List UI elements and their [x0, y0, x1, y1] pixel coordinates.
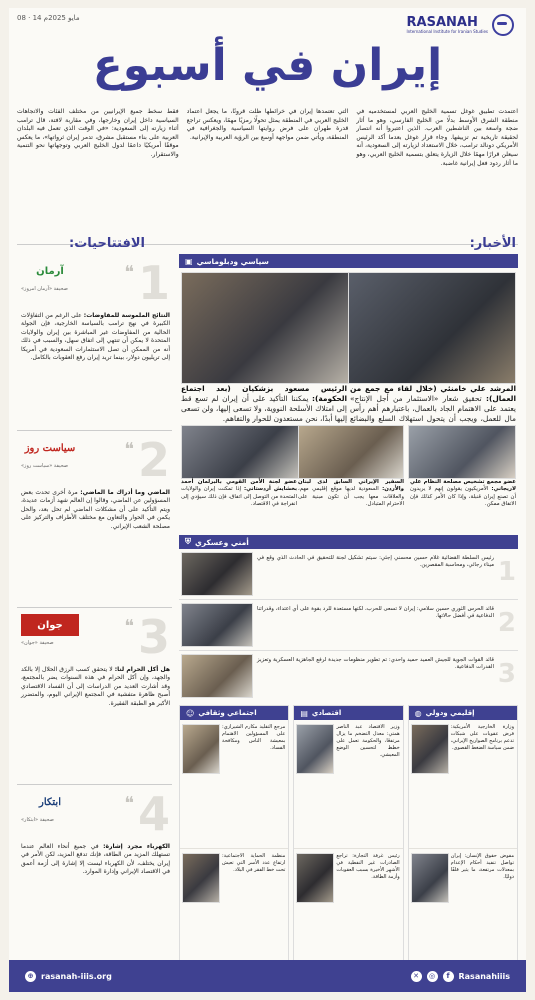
political-item: [410, 479, 516, 509]
newsletter-page: [9, 8, 526, 992]
opening-item: [17, 608, 172, 785]
political-headline: الرئيس مسعود بزشكيان (بعد اجتماع الحكومة):: [181, 384, 348, 403]
instagram-icon: ◎: [427, 971, 438, 982]
political-body: إذا تمكنت إيران والولايات المتحدة من التوصل إلى اتفاق، فإن ذلك سيؤدي إلى انفراجة في الاقتصاد.: [181, 486, 297, 508]
political-headline: السفير الإيراني السابق لدى لبنان والأردن:: [298, 479, 404, 493]
political-headline: عضو مجمع تشخيص مصلحة النظام علي لاريجاني:: [410, 479, 517, 493]
political-item: [181, 479, 297, 509]
political-item: [298, 479, 404, 509]
globe-icon: ⊕: [25, 971, 36, 982]
intro-paragraph: فقط سخط جميع الإيرانيين من مختلف الفئات والاتجاهات السياسية داخل إيران وخارجها، وفي مقاربة لافتة، قال ترامب أثناء زيارته إلى السعودية: «في الوقت الذي تعمل فيه البلدان العربية على بناء مستقبل مشرق، تدمر إيران ثرواتها»، ما يعكس موقفًا أمريكيًا داعمًا لدول الخليج العربي وتوجهاتها نحو التنمية والاستقرار.: [16, 108, 179, 158]
logo-mark-icon: [492, 14, 514, 36]
regional-section-title: إقليمي ودولي: [425, 709, 475, 717]
political-section-header: [179, 254, 518, 268]
opening-number: 2: [137, 433, 170, 487]
political-item: [181, 384, 347, 424]
opening-item: [17, 254, 172, 431]
quote-icon: ❝: [124, 793, 134, 814]
social-item: [180, 849, 288, 977]
issue-date: 08 · 14 مايو 2025م: [17, 14, 80, 22]
economic-section: [293, 705, 403, 975]
newsletter-title: إيران في أسبوع: [92, 40, 443, 91]
opening-body: لا يتحقق كسب الرزق الحلال إلا بالكد والجهد، وإن أكل الحرام في هذه السنوات يضر بالمجتمع، وقد أشارت العديد من الدراسات إلى أن الفساد الاقتصادي أصبح ظاهرة متفشية في المجتمع الإيراني اليوم، والمتضرر الأكبر هو الطبقة الفقيرة.: [21, 666, 170, 707]
newspaper-label: صحيفة «آرمان امروز»: [21, 286, 68, 292]
social-item: [180, 720, 288, 849]
security-section-header: [179, 535, 518, 549]
security-photo: [181, 552, 253, 596]
shield-icon: ⛨: [185, 537, 191, 546]
opening-body: على الرغم من التفاؤلات الكبيرة في نهج ترامب بالسياسة الخارجية، فإن الجولة الحالية من المفاوضات غير المباشرة بين إيران والولايات المتحدة لا يمكن أن تنتهي إلى اتفاق سهل، والسبب في ذلك أنه من الممكن أن تصل الاستثمارات السعودية في أمريكا إلى تريليون دولار، بينما تريد إيران رفع العقوبات بالكامل.: [21, 312, 170, 362]
opening-headline: الكهرباء مجرد إشارة:: [103, 843, 170, 850]
social-section-title: اجتماعي وثقافي: [198, 709, 257, 717]
footer-website[interactable]: [25, 971, 112, 982]
social-photo: [182, 853, 220, 903]
security-news: [179, 549, 518, 699]
x-icon: ✕: [411, 971, 422, 982]
opening-number: 1: [137, 256, 170, 310]
political-headline: المرشد علي خامنئي (خلال لقاء مع جمع من العمال):: [350, 384, 516, 403]
security-number: 1: [497, 557, 516, 587]
security-photo: [181, 654, 253, 698]
social-text: مرجع التقليد مكارم الشيرازي: على المسؤولين الاهتمام بمعيشة الناس ومكافحة الفساد.: [222, 724, 286, 751]
newspaper-logo: ابتكار: [39, 796, 61, 808]
social-handle[interactable]: Rasanahiiis: [458, 971, 510, 981]
rasanah-logo: [407, 14, 514, 36]
globe-icon: ◍: [414, 708, 422, 718]
economic-photo: [296, 853, 334, 903]
security-section-title: أمني وعسكري: [195, 537, 249, 547]
economic-item: [294, 849, 402, 977]
regional-text: مفوض حقوق الإنسان: إيران تواصل تنفيذ أحكام الإعدام بمعدلات مرتفعة، ما يثير قلقًا دوليًا.: [450, 853, 514, 880]
footer-bar: [9, 960, 526, 992]
opening-text: [21, 843, 170, 877]
diplomat-photo: [296, 425, 404, 479]
economic-section-header: [294, 706, 402, 720]
newspaper-logo: جوان: [21, 614, 79, 636]
newspaper-logo: آرمان: [36, 265, 64, 277]
regional-item: [409, 720, 517, 849]
economic-text: وزير الاقتصاد عبد الناصر همتي: معدل التضخم ما يزال مرتفعًا، والحكومة تعمل على خطط لتحسين الوضع المعيشي.: [336, 724, 400, 758]
security-number: 2: [497, 608, 516, 638]
logo-subtitle: International Institute for Iranian Studies: [406, 28, 488, 34]
intro-text: [17, 108, 518, 168]
intro-paragraph: التي تعتمدها إيران في خرائطها ظلت قرونًا، ما يجعل اعتماد الخليج العربي في المنطقة يمثل تحولًا رمزيًا مهمًا، ويعكس تراجع قدرة طهران على فرض روايتها السياسية والجغرافية في المنطقة، ويأتي ضمن مواجهة أوسع بين الرؤية العربية والإيرانية.: [186, 108, 349, 141]
security-photo: [181, 603, 253, 647]
pezeshkian-photo: [181, 272, 349, 384]
opening-body: مرة أخرى تحدث بعض المسؤولين عن الماضي، وقالوا إن العالم شهد أزمات عديدة، ويتم التأكيد على أن مشكلات الماضي لم تحل بعد، والحل يكمن في الحوار والتعاون مع مختلف الأطراف والتركيز على مصلحة الشعب الإيراني.: [21, 489, 170, 530]
newspaper-label: صحيفة «ابتكار»: [21, 817, 54, 823]
security-text: رئيس السلطة القضائية غلام حسين محسني إجئي: سيتم تشكيل لجنة للتحقيق في الحادث الذي وقع في ميناء رجائي، ومحاسبة المقصرين.: [257, 555, 494, 569]
quote-icon: ❝: [124, 439, 134, 460]
regional-photo: [411, 853, 449, 903]
opening-item: [17, 785, 172, 961]
security-number: 3: [497, 659, 516, 689]
newspaper-label: صحيفة «سياست روز»: [21, 463, 69, 469]
intro-paragraph: اعتمدت تطبيق غوغل تسمية الخليج العربي لمستخدميه في منطقة الشرق الأوسط بدلًا من الخليج الفارسي، وهو ما أثار ضجة واسعة بين الناشطين العرب. الذين اعتبروا أنه انتصار لحقيقة تاريخية تم تزييفها. وجاء قرار غوغل بعدما أكد الرئيس الأمريكي دونالد ترامب، خلال الاستعداد لزيارته إلى السعودية، أنه سيعلن قرارًا مهمًا خلال الزيارة يتعلق بتسمية الخليج العربي، وهو ما أثار ردود فعل إيرانية غاضبة.: [356, 108, 518, 167]
security-item: [179, 651, 518, 701]
political-section-title: سياسي ودبلوماسي: [196, 256, 269, 266]
opening-headline: الماضي وما أدراك ما الماضي:: [80, 489, 170, 496]
facebook-icon: f: [443, 971, 454, 982]
opening-headline: النتائج الملموسة للمفاوضات:: [83, 312, 170, 319]
regional-text: وزارة الخارجية الأمريكية: فرض عقوبات على شبكات تدعم برنامج الصواريخ الإيراني، ضمن سياسة الضغط القصوى.: [450, 724, 514, 751]
economic-text: رئيس غرفة التجارة: تراجع الصادرات غير النفطية في الأشهر الأخيرة بسبب العقوبات وأزمة الطاقة.: [336, 853, 400, 880]
opening-number: 3: [137, 610, 170, 664]
opening-text: [21, 666, 170, 708]
political-news-row2: [179, 425, 518, 535]
opening-item: [17, 431, 172, 608]
khamenei-photo: [348, 272, 516, 384]
political-body: السعودية لديها موقع إقليمي مهم، والعلاقات معها يجب أن تكون مبنية على الاحترام المتبادل.: [298, 486, 404, 508]
briefcase-icon: ▣: [185, 256, 193, 266]
social-section: [179, 705, 289, 975]
regional-section-header: [409, 706, 517, 720]
footer-social[interactable]: [411, 971, 511, 982]
economic-photo: [296, 724, 334, 774]
quote-icon: ❝: [124, 616, 134, 637]
political-headline: عضو لجنة الأمن القومي بالبرلمان أحمد بخشايش أردستاني:: [181, 479, 297, 493]
social-text: منظمة الحماية الاجتماعية: ارتفاع عدد الأسر التي تعيش تحت خط الفقر في البلاد.: [222, 853, 286, 873]
newspaper-logo: سیاست روز: [24, 442, 76, 454]
social-photo: [182, 724, 220, 774]
news-section-label: الأخبار:: [469, 236, 516, 251]
openings-section-label: الافتتاحيات:: [69, 236, 145, 251]
regional-photo: [411, 724, 449, 774]
chart-icon: ▤: [300, 708, 308, 718]
quote-icon: ❝: [124, 262, 134, 283]
security-item: [179, 549, 518, 600]
news-column: [179, 254, 518, 946]
social-section-header: [180, 706, 288, 720]
openings-column: [17, 254, 172, 946]
regional-section: [408, 705, 518, 975]
economic-item: [294, 720, 402, 849]
website-link[interactable]: rasanah-iiis.org: [41, 971, 112, 981]
people-icon: ☺: [186, 708, 195, 718]
regional-item: [409, 849, 517, 977]
opening-body: في جميع أنحاء العالم عندما تستهلك المزيد من الطاقة، فإنك تدفع المزيد، لكن الأمر في إيران يختلف، لأن الكهرباء ليست إلا إشارة إلى أزمة أعمق في الاقتصاد الإيراني وإدارة الموارد.: [21, 843, 170, 876]
political-body: الأمريكيون يقولون إنهم لا يريدون أن تصنع إيران قنبلة، وإذا كان الأمر كذلك فإن الاتفاق ممكن.: [410, 486, 516, 508]
bottom-sections: [179, 705, 518, 975]
mp-photo: [181, 425, 299, 479]
opening-text: [21, 312, 170, 362]
opening-headline: هل أكل الحرام لنا:: [114, 666, 171, 673]
logo-name: RASANAH: [406, 14, 478, 30]
security-text: قائد الحرس الثوري حسين سلامي: إيران لا تسعى للحرب، لكنها مستعدة للرد بقوة على أي اعتداء، وقدراتنا الدفاعية في أفضل حالاتها.: [257, 606, 494, 620]
opening-number: 4: [137, 787, 170, 841]
newspaper-label: صحيفة «جوان»: [21, 640, 54, 646]
political-body: يمكننا التأكيد على أن إيران لم تسع قط إلى امتلاك الأسلحة النووية، ولا تسعى إليها، ولن تسعى إليها أبدًا، نحن مستعدون للحوار والتفاهم.: [181, 394, 347, 423]
opening-text: [21, 489, 170, 531]
security-item: [179, 600, 518, 651]
larijani-photo: [408, 425, 516, 479]
economic-section-title: اقتصادي: [311, 709, 342, 717]
security-text: قائد القوات الجوية للجيش العميد حميد واحدي: تم تطوير منظومات جديدة لرفع الجاهزية العسكرية وتعزيز القدرات الدفاعية.: [257, 657, 494, 671]
political-body: تحقيق شعار «الاستثمار من أجل الإنتاج» يعتمد على الاهتمام الجاد بالعمال، باعتبارهم أهم رأس مال للعمل، ويجب أن يتحول استهلاك السلع والبضائع: [350, 394, 516, 423]
